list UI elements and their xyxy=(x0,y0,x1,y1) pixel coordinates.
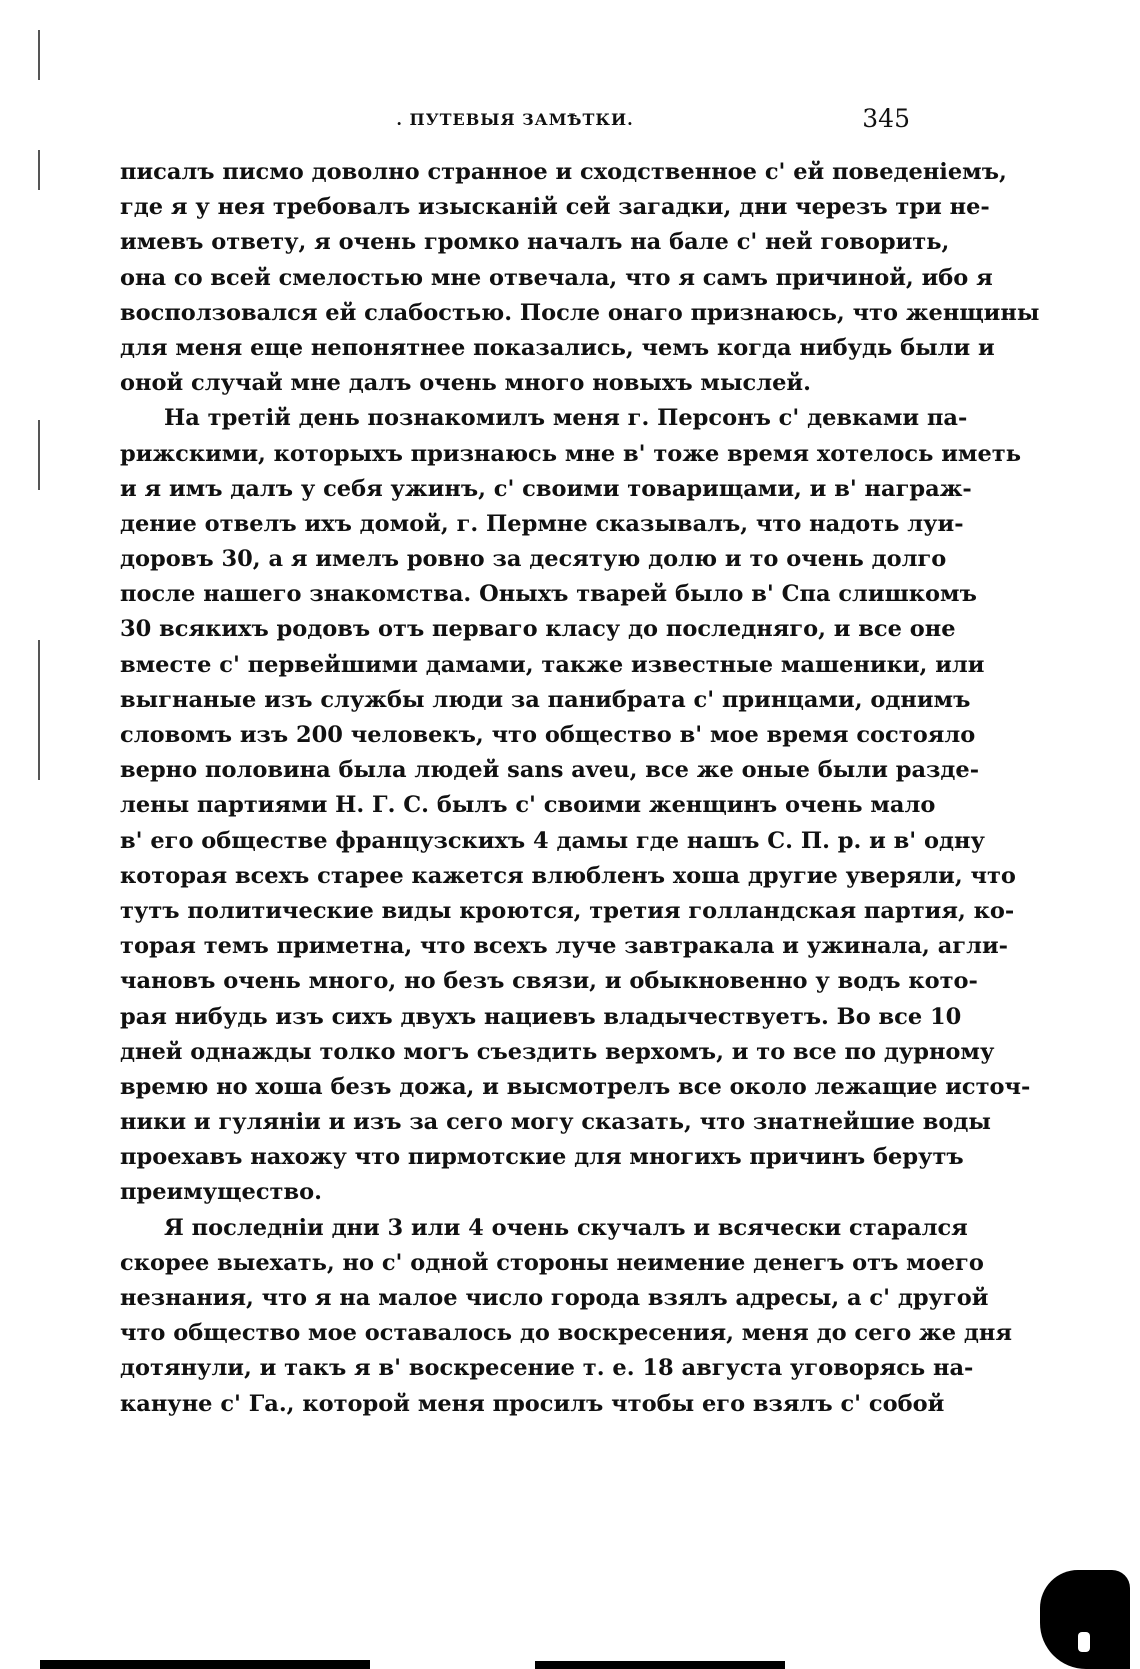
text-line: и я имъ далъ у себя ужинъ, с' своими товарищами, и в' награж- xyxy=(120,475,972,502)
text-line: дение отвелъ ихъ домой, г. Пермне сказывалъ, что надоть луи- xyxy=(120,510,964,537)
text-line: Я последніи дни 3 или 4 очень скучалъ и всячески старался xyxy=(164,1214,968,1241)
text-line: вместе с' первейшими дамами, также известные машеники, или xyxy=(120,651,985,678)
running-title: . ПУТЕВЫЯ ЗАМѢТКИ. xyxy=(396,110,634,129)
text-line: дотянули, и такъ я в' воскресение т. е. 18 августа уговорясь на- xyxy=(120,1355,974,1382)
text-line: рая нибудь изъ сихъ двухъ нациевъ владычествуетъ. Во все 10 xyxy=(120,1003,962,1030)
text-line: лены партиями Н. Г. С. былъ с' своими женщинъ очень мало xyxy=(120,792,936,819)
text-line: восползовался ей слабостью. После онаго признаюсь, что женщины xyxy=(120,299,1040,326)
page-number: 345 xyxy=(862,104,910,133)
text-line: имевъ ответу, я очень громко началъ на бале с' ней говорить, xyxy=(120,229,950,256)
scan-edge-line xyxy=(38,420,40,490)
text-line: преимущество. xyxy=(120,1179,322,1206)
text-line: что общество мое оставалось до воскресения, меня до сего же дня xyxy=(120,1320,1013,1347)
text-line: ники и гуляніи и изъ за сего могу сказать, что знатнейшие воды xyxy=(120,1109,991,1136)
paragraph-3 xyxy=(120,1211,1013,1422)
text-line: кануне с' Га., которой меня просилъ чтобы его взялъ с' собой xyxy=(120,1390,945,1417)
text-line: На третій день познакомилъ меня г. Персонъ с' девками па- xyxy=(164,405,968,432)
text-line: словомъ изъ 200 человекъ, что общество в' мое время состояло xyxy=(120,722,976,748)
body-text xyxy=(120,155,1040,1422)
scan-edge-line xyxy=(38,640,40,780)
text-line: писалъ писмо доволно странное и сходственное с' ей поведеніемъ, xyxy=(120,159,1007,185)
text-line: верно половина была людей sans aveu, все же оные были разде- xyxy=(120,757,980,784)
text-line: торая темъ приметна, что всехъ луче завтракала и ужинала, агли- xyxy=(120,933,1008,960)
text-line: скорее выехать, но с' одной стороны неимение денегъ отъ моего xyxy=(120,1249,984,1276)
text-line: незнания, что я на малое число города взялъ адресы, а с' другой xyxy=(120,1285,989,1311)
paragraph-1 xyxy=(120,155,1040,401)
text-line: после нашего знакомства. Оныхъ тварей было в' Спа слишкомъ xyxy=(120,581,977,608)
scan-corner-blot xyxy=(1040,1570,1130,1669)
text-line: проехавъ нахожу что пирмотские для многихъ причинъ берутъ xyxy=(120,1144,964,1171)
text-line: она со всей смелостью мне отвечала, что я самъ причиной, ибо я xyxy=(120,264,993,291)
text-line: чановъ очень много, но безъ связи, и обыкновенно у водъ кото- xyxy=(120,968,978,995)
running-head xyxy=(120,104,910,140)
scan-edge-line xyxy=(38,30,40,80)
text-line: выгнаные изъ службы люди за панибрата с' принцами, однимъ xyxy=(120,686,971,713)
text-line: в' его обществе французскихъ 4 дамы где нашъ С. П. р. и в' одну xyxy=(120,827,985,854)
scan-edge-line xyxy=(38,150,40,190)
text-line: 30 всякихъ родовъ отъ перваго класу до последняго, и все оне xyxy=(120,616,956,643)
text-line: оной случай мне далъ очень много новыхъ мыслей. xyxy=(120,370,811,397)
text-line: дней однажды толко могъ съездить верхомъ, и то все по дурному xyxy=(120,1038,995,1065)
scan-bottom-bar xyxy=(40,1660,370,1669)
paragraph-2 xyxy=(120,401,1031,1210)
text-line: доровъ 30, а я имелъ ровно за десятую долю и то очень долго xyxy=(120,546,947,573)
scan-blot-highlight xyxy=(1078,1632,1090,1652)
text-line: для меня еще непонятнее показались, чемъ когда нибудь были и xyxy=(120,334,995,361)
scan-bottom-bar xyxy=(535,1661,785,1669)
text-line: времю но хоша безъ дожа, и высмотрелъ все около лежащие источ- xyxy=(120,1073,1031,1100)
text-line: которая всехъ старее кажется влюбленъ хоша другие уверяли, что xyxy=(120,862,1016,889)
text-line: рижскими, которыхъ признаюсь мне в' тоже время хотелось иметь xyxy=(120,440,1021,467)
text-line: где я у нея требовалъ изысканій сей загадки, дни черезъ три не- xyxy=(120,194,990,221)
text-line: тутъ политические виды кроются, третия голландская партия, ко- xyxy=(120,897,1015,924)
